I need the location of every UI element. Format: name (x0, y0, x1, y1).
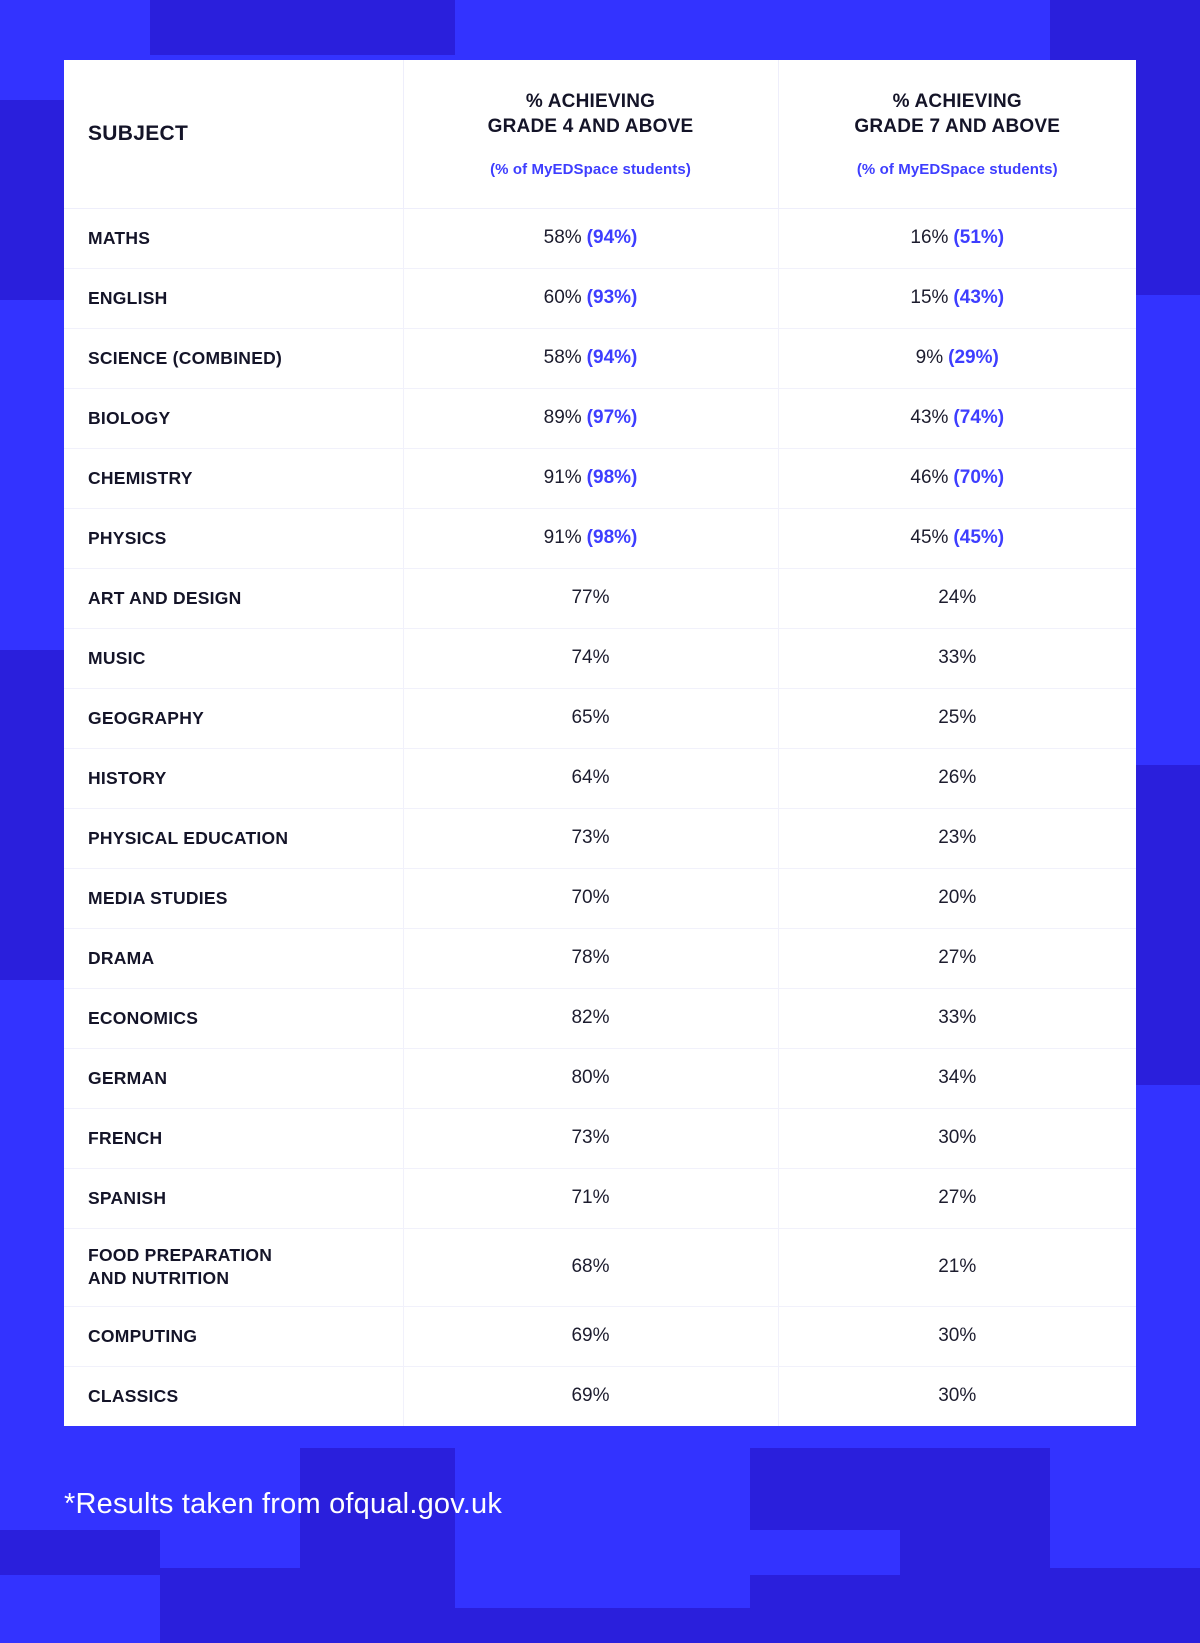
cell-grade7 (778, 748, 1136, 808)
cell-grade4 (403, 508, 778, 568)
cell-grade4 (403, 1228, 778, 1306)
cell-grade4-national-value: 89% (543, 407, 582, 428)
table-row (64, 988, 1136, 1048)
cell-subject: SCIENCE (COMBINED) (64, 328, 403, 388)
cell-grade4 (403, 388, 778, 448)
cell-grade7 (778, 868, 1136, 928)
background-tile (1136, 1085, 1200, 1395)
cell-subject: MUSIC (64, 628, 403, 688)
cell-grade7-national-value: 25% (938, 707, 977, 728)
table-row (64, 1108, 1136, 1168)
table-row (64, 268, 1136, 328)
cell-grade7-national-value: 24% (938, 587, 977, 608)
cell-grade4 (403, 628, 778, 688)
cell-grade4 (403, 448, 778, 508)
cell-grade7-national-value: 26% (938, 767, 977, 788)
cell-grade7-national-value: 27% (938, 1187, 977, 1208)
background-tile (455, 0, 905, 55)
column-header-grade4-title (404, 89, 778, 139)
background-tile (1050, 1568, 1200, 1643)
background-tile (160, 1568, 300, 1643)
table-header (64, 60, 1136, 208)
header-row (64, 60, 1136, 208)
table-row (64, 1366, 1136, 1426)
cell-grade4 (403, 1108, 778, 1168)
table-row (64, 1168, 1136, 1228)
table-row (64, 808, 1136, 868)
cell-grade7-national-value: 34% (938, 1067, 977, 1088)
cell-grade7 (778, 628, 1136, 688)
column-header-grade4-title-line1: % ACHIEVING (525, 91, 656, 113)
cell-grade4-myedspace-value: (97%) (586, 407, 638, 428)
cell-grade4 (403, 748, 778, 808)
background-tile (0, 300, 64, 650)
cell-grade7-myedspace-value: (29%) (948, 347, 999, 368)
cell-subject: MEDIA STUDIES (64, 868, 403, 928)
cell-subject: BIOLOGY (64, 388, 403, 448)
cell-grade7-national-value: 33% (938, 1007, 977, 1028)
cell-subject: PHYSICAL EDUCATION (64, 808, 403, 868)
cell-grade4-national-value: 65% (571, 707, 610, 728)
table-row (64, 928, 1136, 988)
cell-grade4 (403, 928, 778, 988)
background-tile (0, 650, 64, 980)
cell-subject (64, 1228, 403, 1306)
cell-grade4 (403, 868, 778, 928)
cell-grade4-national-value: 70% (571, 887, 610, 908)
table-row (64, 868, 1136, 928)
cell-grade7 (778, 328, 1136, 388)
table-row (64, 688, 1136, 748)
cell-subject-line1: FOOD PREPARATION (88, 1245, 273, 1266)
cell-subject-line2: AND NUTRITION (88, 1268, 230, 1288)
background-tile (1136, 295, 1200, 765)
cell-grade4 (403, 268, 778, 328)
cell-grade4-national-value: 69% (571, 1385, 610, 1407)
cell-grade4 (403, 1048, 778, 1108)
background-tile (1050, 1448, 1200, 1568)
cell-grade4 (403, 688, 778, 748)
background-tile (150, 0, 455, 55)
cell-grade4-national-value: 69% (571, 1325, 610, 1346)
cell-subject: CLASSICS (64, 1366, 403, 1426)
cell-grade4 (403, 1366, 778, 1426)
background-tile (1136, 765, 1200, 1085)
cell-subject: GEOGRAPHY (64, 688, 403, 748)
background-tile (0, 980, 64, 1400)
cell-grade4-national-value: 91% (543, 527, 582, 548)
cell-grade7-national-value: 20% (938, 887, 977, 908)
cell-grade7 (778, 508, 1136, 568)
cell-grade4-national-value: 58% (543, 227, 582, 248)
table-row (64, 448, 1136, 508)
cell-grade7-national-value: 21% (938, 1256, 977, 1277)
table-row (64, 748, 1136, 808)
cell-grade7-national-value: 16% (910, 227, 949, 248)
cell-grade7-national-value: 45% (910, 527, 949, 548)
column-header-grade7-title (779, 89, 1137, 139)
table-row (64, 388, 1136, 448)
cell-grade7 (778, 1366, 1136, 1426)
cell-grade4 (403, 568, 778, 628)
cell-grade7 (778, 988, 1136, 1048)
cell-grade7-myedspace-value: (51%) (953, 227, 1005, 248)
column-header-grade4-subtitle: (% of MyEDSpace students) (490, 161, 691, 179)
cell-subject: ART AND DESIGN (64, 568, 403, 628)
cell-grade7 (778, 928, 1136, 988)
cell-grade4 (403, 1168, 778, 1228)
column-header-grade7-subtitle: (% of MyEDSpace students) (856, 161, 1058, 179)
background-tile (0, 1400, 64, 1643)
cell-grade4-national-value: 60% (543, 287, 582, 308)
column-header-subject (64, 60, 403, 208)
cell-grade4 (403, 808, 778, 868)
cell-grade7 (778, 1108, 1136, 1168)
cell-grade4-national-value: 82% (571, 1007, 610, 1028)
cell-grade4 (403, 328, 778, 388)
cell-subject: HISTORY (64, 748, 403, 808)
background-tile (1050, 0, 1200, 65)
cell-grade7-national-value: 23% (938, 827, 977, 848)
table-row (64, 1048, 1136, 1108)
cell-grade7-national-value: 30% (938, 1385, 977, 1407)
cell-grade7-national-value: 27% (938, 947, 977, 968)
background-tile (0, 100, 64, 300)
cell-grade7 (778, 1168, 1136, 1228)
cell-grade4-national-value: 71% (571, 1187, 610, 1208)
cell-grade7 (778, 568, 1136, 628)
cell-grade7-myedspace-value: (74%) (953, 407, 1005, 428)
cell-subject: ECONOMICS (64, 988, 403, 1048)
cell-grade7-myedspace-value: (70%) (953, 467, 1005, 488)
table-row (64, 1306, 1136, 1366)
background-tile (300, 1448, 455, 1643)
cell-grade7-national-value: 9% (915, 347, 944, 368)
table-row (64, 508, 1136, 568)
cell-grade7-myedspace-value: (43%) (953, 287, 1005, 308)
table-row (64, 208, 1136, 268)
cell-subject: GERMAN (64, 1048, 403, 1108)
cell-subject: COMPUTING (64, 1306, 403, 1366)
table-row (64, 328, 1136, 388)
column-header-subject-label: SUBJECT (88, 121, 189, 145)
cell-grade4-myedspace-value: (98%) (586, 527, 638, 548)
cell-grade4 (403, 208, 778, 268)
gcse-results-table (64, 60, 1136, 1426)
cell-grade7-national-value: 15% (910, 287, 949, 308)
cell-grade7-national-value: 46% (910, 467, 949, 488)
background-tile (1136, 65, 1200, 295)
background-tile (455, 1448, 750, 1608)
cell-grade4-national-value: 73% (571, 827, 610, 848)
cell-grade4-national-value: 80% (571, 1067, 610, 1088)
source-footnote: *Results taken from ofqual.gov.uk (64, 1488, 503, 1520)
results-table-card (64, 60, 1136, 1426)
cell-grade4-national-value: 91% (543, 467, 582, 488)
cell-grade7-national-value: 30% (938, 1325, 977, 1346)
column-header-grade7-title-line1: % ACHIEVING (892, 91, 1022, 113)
cell-grade4-national-value: 58% (543, 347, 582, 368)
cell-subject: PHYSICS (64, 508, 403, 568)
cell-grade4-national-value: 64% (571, 767, 610, 788)
column-header-grade7-title-line2: GRADE 7 AND ABOVE (854, 116, 1061, 138)
cell-grade4-national-value: 73% (571, 1127, 610, 1148)
cell-grade7 (778, 208, 1136, 268)
cell-grade7 (778, 688, 1136, 748)
cell-grade7 (778, 268, 1136, 328)
cell-grade7 (778, 1048, 1136, 1108)
cell-grade4-myedspace-value: (98%) (586, 467, 638, 488)
cell-grade4-myedspace-value: (94%) (586, 347, 638, 368)
background-tile (455, 1608, 750, 1643)
cell-subject: SPANISH (64, 1168, 403, 1228)
cell-subject: DRAMA (64, 928, 403, 988)
cell-grade7-national-value: 43% (910, 407, 949, 428)
cell-grade7 (778, 1228, 1136, 1306)
background-tile (750, 1530, 900, 1575)
cell-grade7 (778, 388, 1136, 448)
cell-grade4-national-value: 68% (571, 1256, 610, 1277)
cell-subject: FRENCH (64, 1108, 403, 1168)
column-header-grade7 (778, 60, 1136, 208)
table-row (64, 1228, 1136, 1306)
cell-grade7-national-value: 30% (938, 1127, 977, 1148)
column-header-grade4-title-line2: GRADE 4 AND ABOVE (487, 116, 694, 138)
table-row (64, 568, 1136, 628)
background-tile (0, 1530, 160, 1575)
cell-grade7 (778, 448, 1136, 508)
cell-grade4-national-value: 74% (571, 647, 610, 668)
column-header-grade4 (403, 60, 778, 208)
cell-grade4-myedspace-value: (93%) (586, 287, 638, 308)
cell-grade4 (403, 988, 778, 1048)
cell-subject: ENGLISH (64, 268, 403, 328)
cell-subject: MATHS (64, 208, 403, 268)
cell-grade4-national-value: 77% (571, 587, 610, 608)
table-body (64, 208, 1136, 1426)
cell-grade4-national-value: 78% (571, 947, 610, 968)
cell-grade7-myedspace-value: (45%) (953, 527, 1005, 548)
cell-grade7 (778, 1306, 1136, 1366)
cell-grade4 (403, 1306, 778, 1366)
table-row (64, 628, 1136, 688)
cell-grade4-myedspace-value: (94%) (586, 227, 638, 248)
cell-grade7 (778, 808, 1136, 868)
cell-subject: CHEMISTRY (64, 448, 403, 508)
cell-grade7-national-value: 33% (938, 647, 977, 668)
